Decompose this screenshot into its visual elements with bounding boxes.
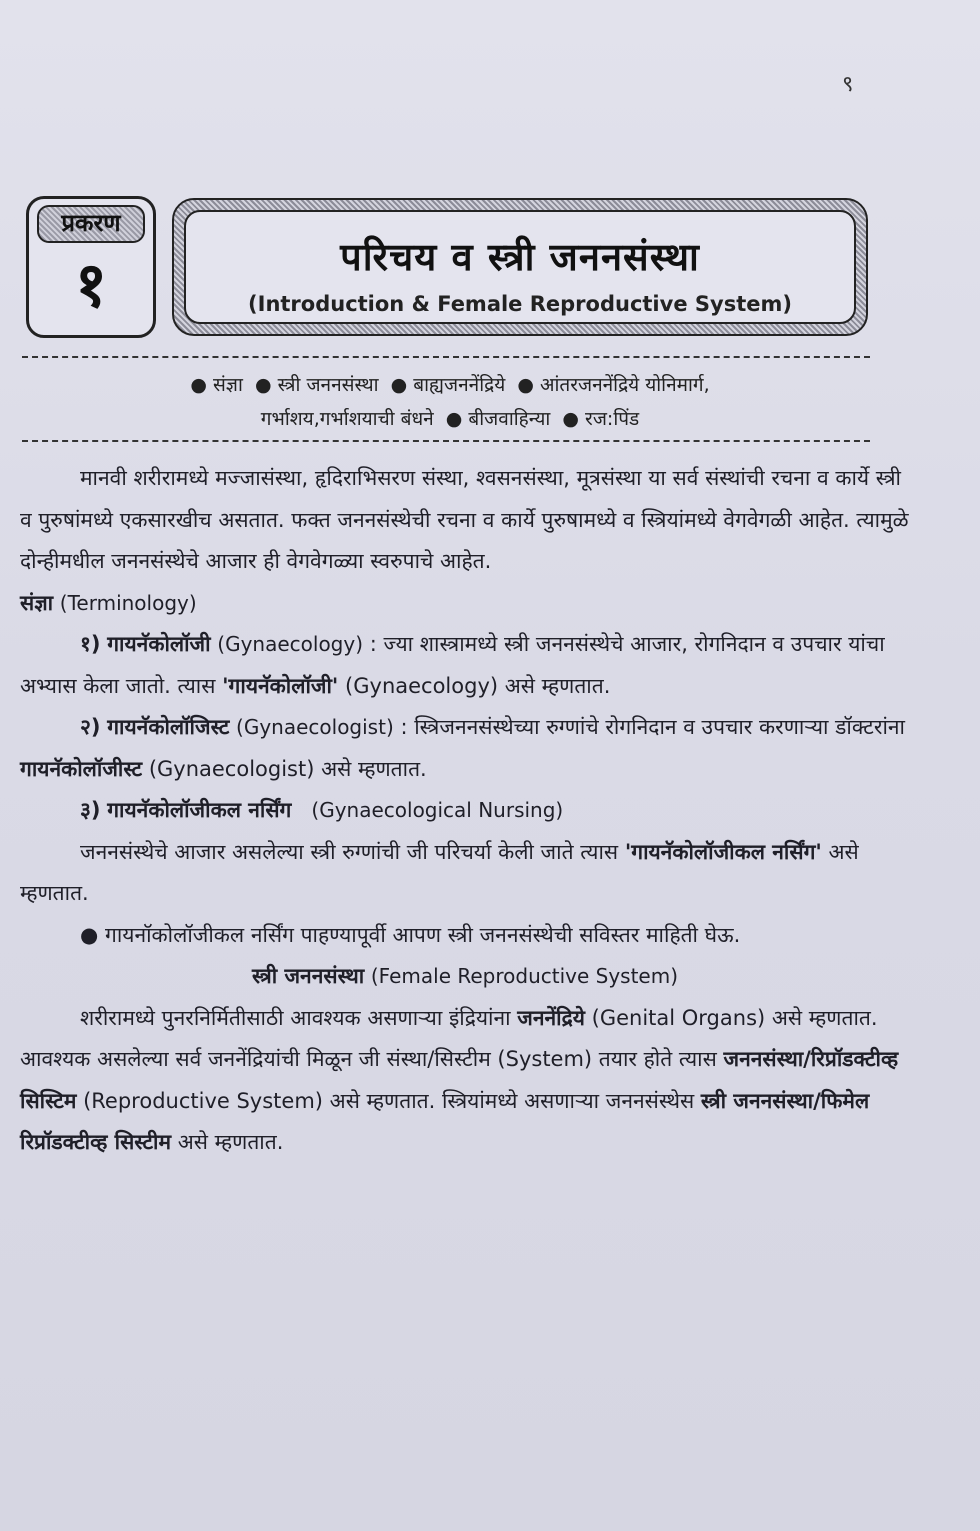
section-paragraph: शरीरामध्ये पुनरनिर्मितीसाठी आवश्यक असणाऱ्या इंद्रियांना जननेंद्रिये (Genital Organs) असे म्हणतात. आवश्यक असलेल्या सर्व जननेंद्रियांची मिळून जी संस्था/सिस्टीम (System) तयार होते त्यास जननसंस्था/रिप्रॉडक्टीव्ह सिस्टिम (Reproductive System) असे म्हणतात. स्त्रियांमध्ये असणाऱ्या जननसंस्थेस स्त्री जननसंस्था/फिमेल रिप्रॉडक्टीव्ह सिस्टीम असे म्हणतात. (20, 1005, 899, 1154)
term-gynaecology: १) गायनॅकोलॉजी (Gynaecology) : ज्या शास्त्रामध्ये स्त्री जननसंस्थेचे आजार, रोगनिदान व उपचार यांचा अभ्यास केला जातो. त्यास 'गायनॅकोलॉजी' (Gynaecology) असे म्हणतात. (20, 632, 885, 698)
topic-item: गर्भाशय,गर्भाशयाची बंधने (260, 408, 434, 430)
chapter-body (20, 458, 910, 1164)
terminology-heading: संज्ञा (Terminology) (20, 590, 197, 615)
topic-item: ● आंतरजननेंद्रिये योनिमार्ग, (511, 374, 710, 396)
intro-paragraph: मानवी शरीरामध्ये मज्जासंस्था, हृदिराभिसरण संस्था, श्वसनसंस्था, मूत्रसंस्था या सर्व संस्थांची रचना व कार्ये स्त्री व पुरुषांमध्ये एकसारखीच असतात. फक्त जननसंस्थेची रचना व कार्ये पुरुषामध्ये व स्त्रियांमध्ये वेगवेगळी आहेत. त्यामुळे दोन्हीमधील जननसंस्थेचे आजार ही वेगवेगळ्या स्वरुपाचे आहेत. (20, 466, 909, 573)
term-gynaecological-nursing-heading: ३) गायनॅकोलॉजीकल नर्सिंग (Gynaecological Nursing) (80, 798, 564, 822)
topic-item: ● संज्ञा (190, 374, 243, 396)
term-gynaecological-nursing: जननसंस्थेचे आजार असलेल्या स्त्री रुग्णांची जी परिचर्या केली जाते त्यास 'गायनॅकोलॉजीकल नर्सिंग' असे म्हणतात. (20, 839, 859, 905)
topics-line-2 (40, 402, 860, 436)
topic-item: ● बाह्यजननेंद्रिये (384, 374, 506, 396)
chapter-badge (26, 196, 156, 338)
topic-item: ● रज:पिंड (556, 408, 640, 430)
divider-bottom (22, 440, 870, 442)
chapter-title: परिचय व स्त्री जननसंस्था (340, 235, 700, 279)
topic-item: ● बीजवाहिन्या (439, 408, 551, 430)
chapter-title-box (172, 198, 868, 336)
section-heading: स्त्री जननसंस्था (Female Reproductive System) (251, 964, 679, 988)
term-gynaecologist: २) गायनॅकोलॉजिस्ट (Gynaecologist) : स्त्रिजननसंस्थेच्या रुग्णांचे रोगनिदान व उपचार करणाऱ्या डॉक्टरांना गायनॅकोलॉजीस्ट (Gynaecologist) असे म्हणतात. (20, 715, 905, 781)
chapter-number: १ (74, 248, 108, 321)
topic-item: ● स्त्री जननसंस्था (248, 374, 379, 396)
divider-top (22, 356, 870, 358)
page-number: ९ (842, 72, 854, 97)
topics-line-1 (40, 368, 860, 402)
bullet-note: ● गायनॉकोलॉजीकल नर्सिंग पाहण्यापूर्वी आपण स्त्री जननसंस्थेची सविस्तर माहिती घेऊ. (80, 922, 741, 947)
chapter-subtitle: (Introduction & Female Reproductive System) (248, 292, 792, 316)
chapter-title-inner (184, 210, 856, 324)
chapter-label: प्रकरण (37, 205, 145, 243)
